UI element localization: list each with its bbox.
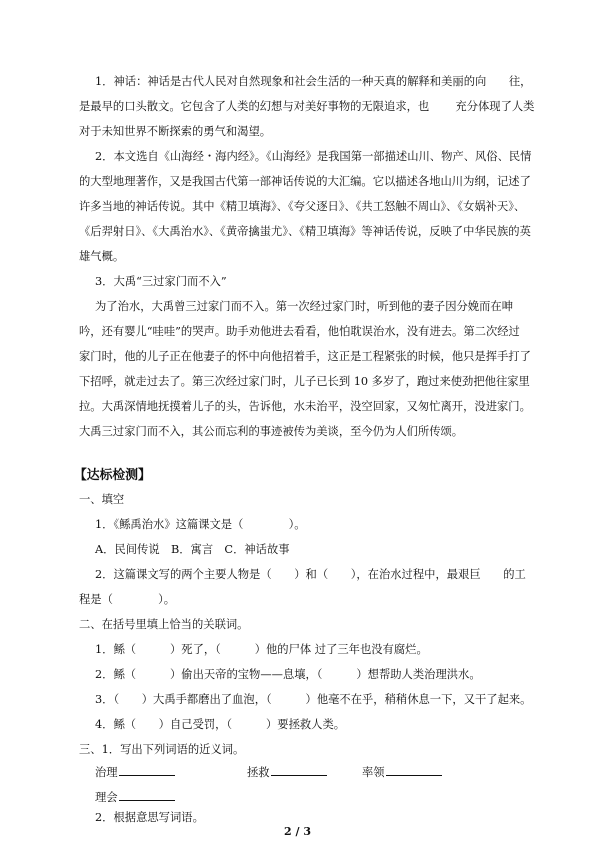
synonym-row-2 bbox=[95, 789, 175, 805]
page-number: 2 / 3 bbox=[284, 825, 311, 838]
question-1-options: A．民间传说 B．寓言 C．神话故事 bbox=[95, 543, 290, 556]
synonym-row-1b bbox=[247, 764, 327, 780]
part-2-question-2: 2．鲧（ ）偷出天帝的宝物——息壤，（ ）想帮助人类治理洪水。 bbox=[95, 668, 481, 681]
note-3-line-2: 吟，还有婴儿“哇哇”的哭声。助手劝他进去看看，他怕耽误治水，没有进去。第二次经过 bbox=[79, 325, 520, 338]
answer-blank[interactable] bbox=[271, 764, 327, 776]
question-1: 1．《鲧禹治水》这篇课文是（ ）。 bbox=[95, 518, 306, 531]
synonym-word: 理会 bbox=[95, 791, 118, 804]
part-2-question-4: 4．鲧（ ）自己受罚，（ ）要拯救人类。 bbox=[95, 718, 346, 731]
note-3-line-1: 为了治水，大禹曾三过家门而不入。第一次经过家门时，听到他的妻子因分娩而在呻 bbox=[95, 300, 513, 313]
note-1-line-1: 1．神话：神话是古代人民对自然现象和社会生活的一种天真的解释和美丽的向 往， bbox=[95, 75, 532, 88]
note-1-line-2: 是最早的口头散文。它包含了人类的幻想与对美好事物的无限追求，也 充分体现了人类 bbox=[79, 100, 535, 113]
note-1-line-3: 对于未知世界不断探索的勇气和渴望。 bbox=[79, 125, 272, 138]
section-title: 【达标检测】 bbox=[74, 468, 151, 483]
part-2-question-1: 1．鲧（ ）死了，（ ）他的尸体 过了三年也没有腐烂。 bbox=[95, 643, 428, 656]
note-3-line-6: 大禹三过家门而不入，其公而忘利的事迹被传为美谈，至今仍为人们所传颂。 bbox=[79, 425, 464, 438]
synonym-word: 率领 bbox=[362, 766, 385, 779]
note-2-line-2: 的大型地理著作，又是我国古代第一部神话传说的大汇编。它以描述各地山川为纲，记述了 bbox=[79, 175, 531, 188]
answer-blank[interactable] bbox=[119, 764, 175, 776]
synonym-word: 拯救 bbox=[247, 766, 270, 779]
note-3-title: 3．大禹“三过家门而不入” bbox=[95, 275, 227, 288]
note-2-line-4: 《后羿射日》、《大禹治水》、《黄帝擒蚩尤》、《精卫填海》等神话传说，反映了中华民族的英 bbox=[79, 225, 531, 238]
note-3-line-4: 下招呼，就走过去了。第三次经过家门时，儿子已长到 10 多岁了，跑过来使劲把他往家里 bbox=[79, 375, 530, 388]
synonym-row-1c bbox=[362, 764, 442, 780]
question-2-line-1: 2．这篇课文写的两个主要人物是（ ）和（ ），在治水过程中，最艰巨 的工 bbox=[95, 568, 526, 581]
part-3-question-2: 2．根据意思写词语。 bbox=[95, 811, 204, 824]
synonym-word: 治理 bbox=[95, 766, 118, 779]
note-2-line-1: 2．本文选自《山海经・海内经》。《山海经》是我国第一部描述山川、物产、风俗、民情 bbox=[95, 150, 532, 163]
synonym-row-1 bbox=[95, 764, 175, 780]
part-1-heading: 一、填空 bbox=[79, 493, 125, 506]
answer-blank[interactable] bbox=[119, 789, 175, 801]
question-2-line-2: 程是（ ）。 bbox=[79, 593, 176, 606]
part-2-question-3: 3．（ ）大禹手都磨出了血泡，（ ）他毫不在乎，稍稍休息一下，又干了起来。 bbox=[95, 693, 532, 706]
answer-blank[interactable] bbox=[386, 764, 442, 776]
note-3-line-5: 拉。大禹深情地抚摸着儿子的头，告诉他，水未治平，没空回家，又匆忙离开，没进家门。 bbox=[79, 400, 531, 413]
note-3-line-3: 家门时，他的儿子正在他妻子的怀中向他招着手，这正是工程紧张的时候，他只是挥手打了 bbox=[79, 350, 531, 363]
note-2-line-3: 许多当地的神话传说。其中《精卫填海》、《夸父逐日》、《共工怒触不周山》、《女娲补天》、 bbox=[79, 200, 526, 213]
part-3-heading: 三、1．写出下列词语的近义词。 bbox=[79, 743, 245, 756]
note-2-line-5: 雄气概。 bbox=[79, 250, 125, 263]
part-2-heading: 二、在括号里填上恰当的关联词。 bbox=[79, 618, 249, 631]
